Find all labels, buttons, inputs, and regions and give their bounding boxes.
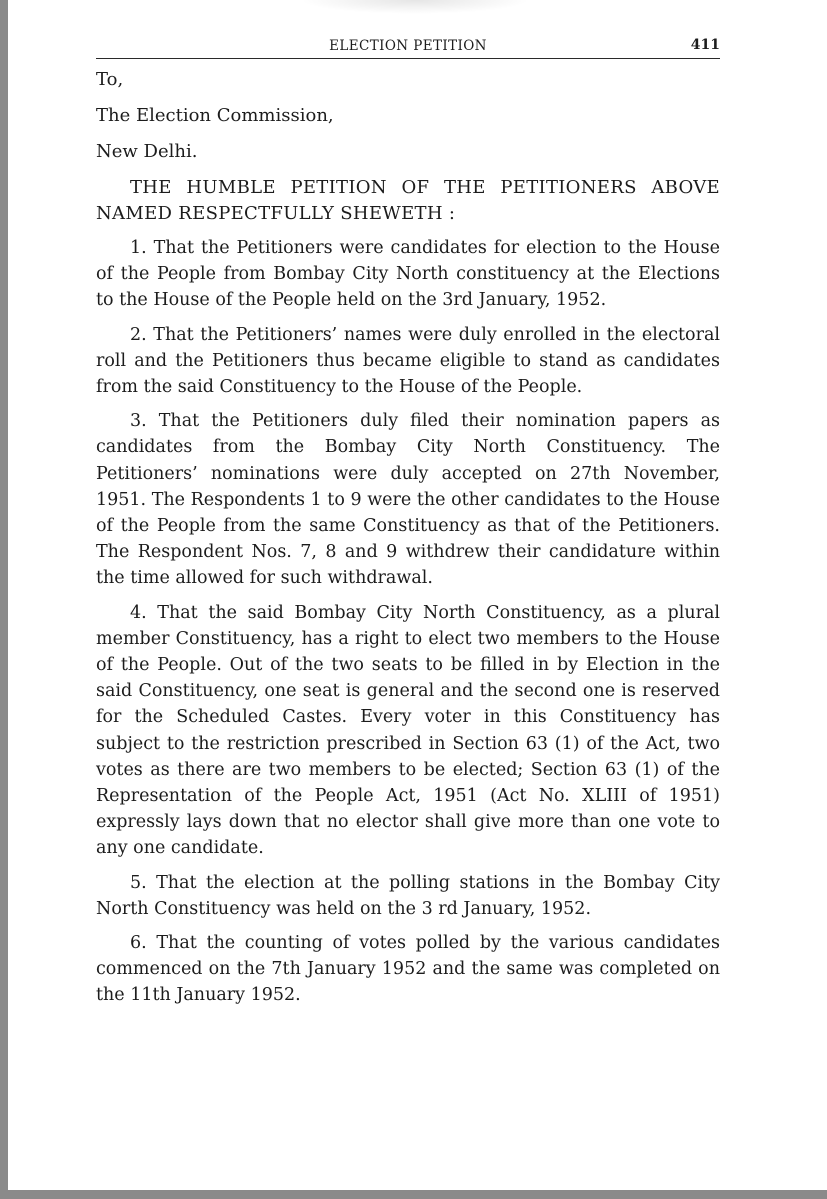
- petition-heading: THE HUMBLE PETITION OF THE PETITIONERS ABOVE NAMED RESPECTFULLY SHEWETH :: [96, 177, 720, 224]
- page-number: 411: [690, 37, 720, 53]
- running-title: ELECTION PETITION: [329, 38, 487, 54]
- address-city: New Delhi.: [96, 141, 198, 162]
- paragraph-4: 4. That the said Bombay City North Constituency, as a plural member Constituency, has a right to elect two members to the House of the People. Out of the two seats to be filled in by Election in the said Constituency, one seat is general and the second one is reserved for the Scheduled Castes. Every voter in this Constituency has subject to the restriction prescribed in Section 63 (1) of the Act, two votes as there are two members to be elected; Section 63 (1) of the Representation of the People Act, 1951 (Act No. XLIII of 1951) expressly lays down that no elector shall give more than one vote to any one candidate.: [96, 602, 720, 859]
- paragraph-1: 1. That the Petitioners were candidates for election to the House of the People from Bombay City North constituency at the Elections to the House of the People held on the 3rd January, 1952.: [96, 238, 720, 311]
- page-header: [96, 36, 720, 59]
- bottom-scan-border: [0, 1190, 827, 1199]
- top-page-shadow: [300, 0, 530, 14]
- paragraph-6: 6. That the counting of votes polled by the various candidates commenced on the 7th January 1952 and the same was completed on the 11th January 1952.: [96, 933, 720, 1006]
- paragraph-2: 2. That the Petitioners’ names were duly enrolled in the electoral roll and the Petitioners thus became eligible to stand as candidates from the said Constituency to the House of the People.: [96, 324, 720, 398]
- paragraph-5: 5. That the election at the polling stations in the Bombay City North Constituency was held on the 3 rd January, 1952.: [96, 872, 720, 919]
- paragraph-3: 3. That the Petitioners duly filed their nomination papers as candidates from the Bombay City North Constituency. The Petitioners’ nominations were duly accepted on 27th November, 1951. The Respondents 1 to 9 were the other candidates to the House of the People from the same Constituency as that of the Petitioners. The Respondent Nos. 7, 8 and 9 withdrew their candidature within the time allowed for such withdrawal.: [96, 411, 720, 589]
- document-page: [96, 36, 720, 1009]
- address-to: To,: [96, 69, 124, 90]
- left-scan-border: [0, 0, 8, 1199]
- address-recipient: The Election Commission,: [96, 105, 334, 126]
